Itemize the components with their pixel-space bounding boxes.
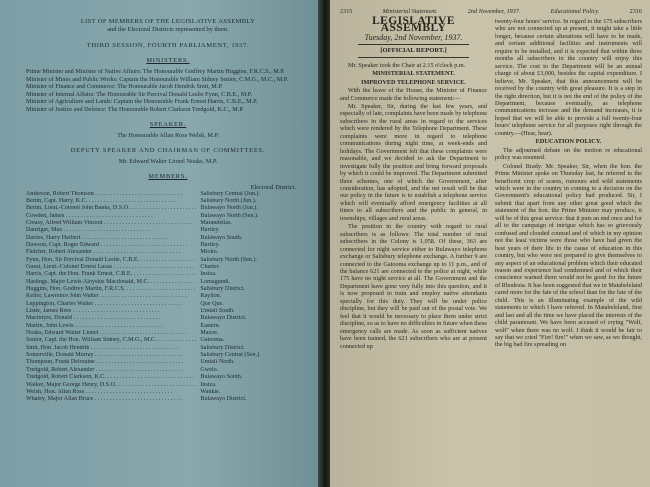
text-columns: [340, 15, 642, 351]
deputy-speaker-heading: DEPUTY SPEAKER AND CHAIRMAN OF COMMITTEES.: [70, 146, 266, 154]
minister-entry: Minister of Mines and Public Works: Captain the Honourable William Sidney Senior, C.M.G., M.C., M.P.: [26, 75, 289, 83]
member-district: Bulawayo District.: [200, 396, 247, 403]
member-name: Fynn, Hon. Sir Percival Donald Leslie, C.B.E. . .: [26, 257, 196, 264]
right-page: [330, 0, 650, 487]
member-district: Salisbury Central (Sen.).: [200, 352, 261, 359]
member-name: Hastings, Major Lewis Aloysius Macdonald, M.C. . .: [26, 279, 196, 286]
member-district: Bulawayo District.: [200, 315, 247, 322]
header-topic-right: Educational Policy.: [550, 8, 600, 15]
member-name: Creasy, Alfred William Vincent . .: [26, 220, 196, 227]
member-name: Cowden, James . .: [26, 213, 196, 220]
member-row: [26, 271, 310, 278]
ministerial-statement-heading: MINISTERIAL STATEMENT.: [372, 70, 455, 78]
member-name: Davies, Harry Herbert . .: [26, 235, 196, 242]
paragraph: twenty-four hours' service. In regard to the 175 subscribers who are not connected up at present, it might take a little longer, because certain alterations will have to be made, and certain additional facilities and instruments will require to be installed, and it is expected that within three months all subscribers in the country will enjoy this service. The cost to the Department will be an annual charge of about £3,000, besides the capital expenditure. I believe, Mr. Speaker, that this announcement will be received by the country with great pleasure. It is a step in the right direction, but it is not the end of the policy of the Department, because eventually, as telephone communications increase and the demand increases, it is hoped that we will be able to provide a full twenty-four hours' telephone service for all purposes right through the country.—(Hear, hear).: [495, 18, 642, 137]
running-header: [340, 8, 642, 15]
chair-paragraph: Mr. Speaker took the Chair at 2.15 o'clock p.m.: [348, 61, 466, 69]
member-name: Macintyre, Donald . .: [26, 315, 196, 322]
member-row: [26, 249, 310, 256]
sitting-date: Tuesday, 2nd November, 1937.: [364, 32, 463, 42]
members-heading: MEMBERS.: [148, 172, 188, 180]
paragraph: Mr. Speaker, Sir, during the last few years, and especially of late, complaints have been made by telephone subscribers in the rural areas in regard to the services which were rendered by the Telephone Department. These complaints were more in regard to telephone communications during night time, at week-ends and holidays. The Government felt that these complaints were reasonable, and we decided to ask the Department to investigate fully the position and bring forward proposals by which it could be improved. The Department submitted three schemes, one of which the Government, after consideration, has adopted, and the net result will be that our policy in the future is to establish a telephone service which will eventually afford emergency facilities at all times to all subscribers and the public in general, in townships, villages and rural areas.: [340, 103, 487, 222]
member-name: Dawson, Capt. Roger Edward . .: [26, 242, 196, 249]
member-district: Wankie.: [200, 388, 221, 395]
member-name: Huggins, Hon. Godfrey Martin, F.R.C.S. . .: [26, 286, 196, 293]
member-district: Salisbury District.: [200, 286, 245, 293]
members-list-title: LIST OF MEMBERS OF THE LEGISLATIVE ASSEMBLY: [80, 18, 256, 25]
member-district: Que Que.: [200, 300, 224, 307]
member-row: [26, 374, 310, 381]
minister-entry: Minister of Internal Affairs: The Honourable Sir Percival Donald Leslie Fynn, C.B.E., M.P.: [26, 90, 253, 98]
member-row: [26, 279, 310, 286]
member-district: Gatooma.: [200, 337, 225, 344]
member-district: Salisbury North (Sen.).: [200, 256, 257, 263]
minister-entry: Minister of Agriculture and Lands: Captain the Honourable Frank Ernest Harris, C.B.E., M.P.: [26, 98, 258, 106]
deputy-speaker-name: Mr. Edward Walter Lionel Noaks, M.P.: [118, 157, 218, 165]
members-table: [26, 191, 310, 404]
member-district: Insiza.: [200, 381, 217, 388]
member-row: [26, 293, 310, 300]
member-row: [26, 308, 310, 315]
member-name: Thompson, Frank Deloraine . .: [26, 359, 196, 366]
member-name: Lister, James Rees . .: [26, 308, 196, 315]
column-number-left: 2315: [340, 8, 353, 15]
member-row: [26, 205, 310, 212]
session-line: THIRD SESSION, FOURTH PARLIAMENT, 1937.: [86, 42, 250, 49]
speaker-heading: SPEAKER.: [149, 120, 187, 128]
members-column-header: [26, 184, 310, 191]
column-number-right: 2316: [629, 8, 642, 15]
minister-entry: Minister of Justice and Defence: The Honourable Robert Clarkson Tredgold, K.C., M.P.: [26, 105, 244, 113]
official-report-label: [OFFICIAL REPORT.]: [358, 44, 469, 57]
telephone-service-heading: IMPROVED TELEPHONE SERVICE.: [361, 78, 466, 86]
member-row: [26, 264, 310, 271]
member-row: [26, 359, 310, 366]
member-row: [26, 227, 310, 234]
member-row: [26, 198, 310, 205]
member-name: Fletcher, Robert Alexander . .: [26, 249, 196, 256]
text-column-left: [340, 15, 487, 351]
member-row: [26, 315, 310, 322]
member-row: [26, 396, 310, 403]
member-district: Gwelo.: [200, 366, 219, 373]
member-district: Umtali North.: [200, 359, 235, 366]
paragraph: The adjourned debate on the motion re educational policy was resumed.: [495, 146, 642, 162]
member-row: [26, 242, 310, 249]
member-row: [26, 213, 310, 220]
member-row: [26, 389, 310, 396]
minister-entry: Prime Minister and Minister of Native Affairs: The Honourable Godfrey Martin Huggins, F.R.C.S., M.P.: [26, 68, 285, 75]
member-district: Charter.: [200, 264, 220, 270]
member-row: [26, 191, 310, 198]
header-topic: Ministerial Statement.: [382, 8, 438, 15]
member-row: [26, 323, 310, 330]
ministers-list: [26, 68, 310, 114]
member-name: Tredgold, Robert Clarkson, K.C. . .: [26, 374, 196, 381]
member-row: [26, 330, 310, 337]
member-name: Guest, Lieut.-Colonel Ernest Lucas . .: [26, 264, 196, 271]
member-district: Marandellas.: [200, 219, 233, 226]
member-row: [26, 352, 310, 359]
member-district: Insiza.: [200, 271, 217, 278]
member-name: Keller, Lawrence John Walter . .: [26, 293, 196, 300]
member-row: [26, 235, 310, 242]
member-district: Bulawayo North (Sen.).: [200, 212, 259, 219]
member-district: Eastern.: [200, 322, 221, 329]
paragraph: Colonel Brady: Mr. Speaker, Sir, when the hon. the Prime Minister spoke on Thursday last, he referred to the beneficent crop of scares, rumours and wild statements which were in the country in coming to a decision on the Government's educational policy had produced. Sir, I submit that apart from any other great good which the statement of the hon. the Prime Minister may produce, it will be of this great service: that it puts an end once and for all to the campaign of intrigue which has so grievously confused and clouded counsel and of which in my opinion not the least victims were those who have had given the best years of their life to the cause of education in this country, but who were not prepared to give themselves to any aspect of an educational problem which their educated reason and experience had condemned and of which their conscience warned them would not be good for the future of Rhodesia. It has been suggested that we in Matabeleland cared more for the fate of the school than for the fate of the child. This is an illuminating example of the wild statements to which I have referred. In Matabeleland, first and last and all the time we have placed the interests of the child paramount. We have been accused of crying "Wolf, wolf" when there was no wolf. I think it would be fair to say that we cried "Fire! fire!" when we saw, as we thought, the big bad fire spreading on: [495, 162, 642, 349]
member-district: Bulawayo North (Jun.).: [200, 205, 258, 212]
electoral-district-header: Electoral District.: [250, 183, 296, 191]
member-district: Salisbury Central (Jun.).: [200, 190, 260, 197]
header-date: 2nd November, 1937.: [467, 8, 521, 15]
member-name: Tredgold, Robert Alexander . .: [26, 367, 196, 374]
assembly-title: LEGISLATIVE ASSEMBLY: [372, 15, 455, 35]
text-column-right: [495, 18, 642, 351]
member-district: Mtoko.: [200, 249, 219, 256]
member-name: Bertin, Lieut.-Colonel John Banks, D.S.O. . .: [26, 205, 196, 212]
member-district: Umtali South.: [200, 308, 235, 315]
speaker-name: The Honourable Allan Ross Welsh, M.P.: [117, 131, 219, 139]
ministers-heading: MINISTERS.: [146, 57, 190, 64]
member-row: [26, 345, 310, 352]
member-row: [26, 337, 310, 344]
member-district: Salisbury District.: [200, 344, 245, 351]
education-policy-heading: EDUCATION POLICY.: [535, 138, 602, 146]
member-name: Danziger, Max . .: [26, 227, 196, 234]
minister-entry: Minister of Finance and Commerce: The Honourable Jacob Hendrik Smit, M.P.: [26, 83, 223, 91]
member-name: Noaks, Edward Walter Lionel . .: [26, 330, 196, 337]
members-list-subtitle: and the Electoral Districts represented by them.: [107, 26, 229, 33]
member-district: Lomagundi.: [200, 278, 231, 285]
member-name: Somerville, Donald Murray . .: [26, 352, 196, 359]
member-district: Bulawayo South.: [200, 234, 243, 241]
member-name: Walker, Major George Henry, D.S.O. . .: [26, 382, 196, 389]
paragraph: The position in the country with regard to rural subscribers is as follows: The total number of rural subscribers in the Colony is 1,058. Of these, 363 are connected for night service either to Bulawayo telephone exchange or Salisbury telephone exchange. A further 9 are connected to the Gatooma exchange up to 11 p.m., and of the balance 621 are connected to the police at night, while 175 have no night service at all. The Government and the Department have gone very fully into this question, and it is now proposed to train and employ native attendants specially for this duty. They will be under police discipline, but they will be paid out of the postal vote. We feel that it would be necessary to place them under strict discipline, so as to have no difficulties in future when these emergency calls are made. As soon as sufficient natives have been trained, the 621 subscribers who are at present connected up: [340, 223, 487, 350]
member-row: [26, 382, 310, 389]
member-row: [26, 301, 310, 308]
member-district: Hartley.: [200, 241, 220, 248]
member-name: Welsh, Hon. Allan Ross . .: [26, 389, 196, 396]
member-name: Anderson, Robert Thomson . .: [26, 191, 196, 198]
member-name: Smit, Hon. Jacob Hendrik . .: [26, 345, 196, 352]
member-district: Bulawayo South.: [200, 374, 243, 381]
member-name: Leppington, Charles Walter . .: [26, 301, 196, 308]
member-row: [26, 367, 310, 374]
member-name: Senior, Capt. the Hon. William Sidney, C.M.G., M.C. . .: [26, 337, 196, 344]
member-row: [26, 220, 310, 227]
member-district: Raylton.: [200, 293, 222, 300]
member-district: Hartley.: [200, 227, 220, 234]
member-name: Whaley, Major Allan Bruce . .: [26, 396, 196, 403]
member-row: [26, 286, 310, 293]
member-district: Mazoe.: [200, 330, 219, 337]
member-name: Martin, John Lewis . .: [26, 323, 196, 330]
member-name: Bertin, Capt. Harry, K.C. . .: [26, 198, 196, 205]
member-row: [26, 257, 310, 264]
member-name: Harris, Capt. the Hon. Frank Ernest, C.B.E. . .: [26, 271, 196, 278]
member-district: Salisbury North (Jun.).: [200, 197, 257, 204]
paragraph: With the leave of the House, the Minister of Finance and Commerce made the following statement:—: [340, 87, 487, 102]
left-page: [0, 0, 322, 487]
